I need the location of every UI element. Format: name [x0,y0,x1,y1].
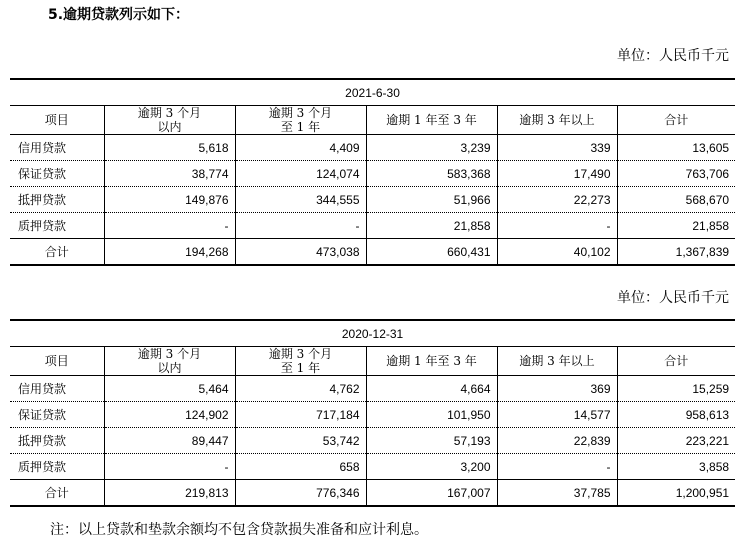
total-cell: 167,007 [366,480,497,507]
cell: - [497,213,617,239]
cell: 568,670 [617,187,735,213]
row-label: 保证贷款 [10,402,104,428]
cell: 369 [497,376,617,402]
table-row [10,135,735,161]
header-cell: 项目 [10,106,104,135]
total-cell: 1,367,839 [617,239,735,266]
row-label: 抵押贷款 [10,428,104,454]
header-cell [104,106,235,135]
cell: 57,193 [366,428,497,454]
header-cell: 逾期 3 年以上 [497,106,617,135]
cell: 53,742 [235,428,366,454]
header-cell-text: 逾期 3 个月 以内 [137,106,202,134]
table-row [10,428,735,454]
cell: 22,839 [497,428,617,454]
cell: 717,184 [235,402,366,428]
table-row [10,454,735,480]
table-date: 2020-12-31 [10,320,735,347]
total-cell: 473,038 [235,239,366,266]
cell: 4,762 [235,376,366,402]
cell: 3,239 [366,135,497,161]
header-cell: 逾期 3 年以上 [497,347,617,376]
header-cell [104,347,235,376]
header-cell-text: 逾期 3 个月 至 1 年 [268,347,333,375]
cell: 3,858 [617,454,735,480]
footnote: 注：以上贷款和垫款余额均不包含贷款损失准备和应计利息。 [50,522,428,538]
total-row [10,480,735,507]
cell: 101,950 [366,402,497,428]
cell: 3,200 [366,454,497,480]
header-cell: 合计 [617,347,735,376]
total-label: 合计 [10,480,104,507]
cell: 13,605 [617,135,735,161]
cell: 124,074 [235,161,366,187]
section-heading: 5.逾期贷款列示如下： [48,7,190,23]
table-row [10,161,735,187]
cell: 763,706 [617,161,735,187]
header-cell-text: 逾期 3 个月 至 1 年 [268,106,333,134]
cell: 339 [497,135,617,161]
table-row [10,402,735,428]
cell: 15,259 [617,376,735,402]
cell: 344,555 [235,187,366,213]
cell: 149,876 [104,187,235,213]
cell: 223,221 [617,428,735,454]
cell: 5,618 [104,135,235,161]
header-row [10,347,735,376]
row-label: 信用贷款 [10,376,104,402]
row-label: 信用贷款 [10,135,104,161]
cell: - [497,454,617,480]
cell: 89,447 [104,428,235,454]
overdue-loans-table-2020 [10,319,735,507]
unit-label-1: 单位：人民币千元 [617,48,729,64]
header-cell: 逾期 1 年至 3 年 [366,347,497,376]
total-cell: 37,785 [497,480,617,507]
header-cell: 项目 [10,347,104,376]
total-cell: 40,102 [497,239,617,266]
cell: 51,966 [366,187,497,213]
header-cell: 逾期 1 年至 3 年 [366,106,497,135]
cell: 21,858 [617,213,735,239]
cell: 14,577 [497,402,617,428]
unit-label-2: 单位：人民币千元 [617,290,729,306]
cell: 124,902 [104,402,235,428]
header-cell [235,347,366,376]
cell: - [104,213,235,239]
table-date: 2021-6-30 [10,79,735,106]
cell: - [104,454,235,480]
total-label: 合计 [10,239,104,266]
row-label: 保证贷款 [10,161,104,187]
total-cell: 219,813 [104,480,235,507]
total-cell: 776,346 [235,480,366,507]
cell: 658 [235,454,366,480]
cell: 4,664 [366,376,497,402]
header-cell-text: 逾期 3 个月 以内 [137,347,202,375]
row-label: 质押贷款 [10,454,104,480]
table-row [10,187,735,213]
row-label: 抵押贷款 [10,187,104,213]
cell: 583,368 [366,161,497,187]
cell: 22,273 [497,187,617,213]
cell: 958,613 [617,402,735,428]
table-row [10,213,735,239]
table-row [10,376,735,402]
total-cell: 194,268 [104,239,235,266]
total-cell: 1,200,951 [617,480,735,507]
cell: 4,409 [235,135,366,161]
cell: 21,858 [366,213,497,239]
header-row [10,106,735,135]
total-cell: 660,431 [366,239,497,266]
cell: 17,490 [497,161,617,187]
row-label: 质押贷款 [10,213,104,239]
header-cell [235,106,366,135]
overdue-loans-table-2021 [10,78,735,266]
total-row [10,239,735,266]
cell: 38,774 [104,161,235,187]
cell: 5,464 [104,376,235,402]
header-cell: 合计 [617,106,735,135]
cell: - [235,213,366,239]
